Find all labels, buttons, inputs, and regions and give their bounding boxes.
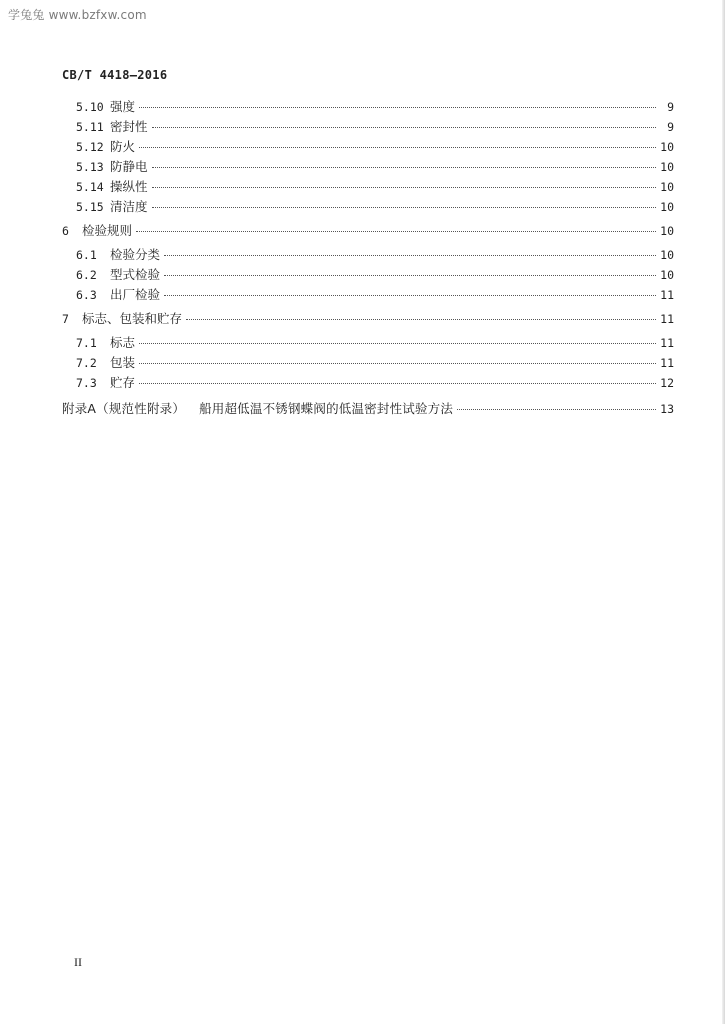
toc-entry-chapter[interactable]	[62, 310, 674, 328]
toc-entry-number: 7.2	[76, 356, 97, 370]
toc-entry-page: 10	[660, 180, 674, 194]
toc-entry-title: 标志	[110, 335, 136, 350]
dot-leader	[139, 147, 656, 148]
dot-leader	[139, 343, 656, 344]
dot-leader	[139, 363, 656, 364]
toc-entry[interactable]	[62, 374, 674, 392]
toc-entry-number: 6.1	[76, 248, 97, 262]
toc-entry-title: 出厂检验	[110, 287, 161, 302]
appendix-title: 船用超低温不锈钢蝶阀的低温密封性试验方法	[199, 401, 454, 416]
toc-entry[interactable]	[62, 246, 674, 264]
toc-entry-number: 5.13	[76, 160, 104, 174]
toc-entry-page: 11	[660, 288, 674, 302]
toc-entry-page: 10	[660, 268, 674, 282]
watermark-text: 学兔兔 www.bzfxw.com	[8, 8, 147, 22]
toc-entry-number: 5.10	[76, 100, 104, 114]
dot-leader	[457, 409, 656, 410]
toc-entry[interactable]	[62, 354, 674, 372]
toc-entry-page: 10	[660, 160, 674, 174]
toc-entry[interactable]	[62, 158, 674, 176]
dot-leader	[139, 383, 656, 384]
toc-entry-number: 7.1	[76, 336, 97, 350]
dot-leader	[152, 187, 656, 188]
toc-entry-page: 10	[660, 224, 674, 238]
toc-entry[interactable]	[62, 138, 674, 156]
dot-leader	[152, 207, 656, 208]
toc-entry-number: 5.12	[76, 140, 104, 154]
toc-entry-title: 贮存	[110, 375, 136, 390]
toc-entry-number: 7.3	[76, 376, 97, 390]
toc-entry-number: 5.14	[76, 180, 104, 194]
toc-entry-title: 操纵性	[110, 179, 148, 194]
toc-entry-number: 5.11	[76, 120, 104, 134]
toc-entry-title: 包装	[110, 355, 136, 370]
toc-entry-page: 10	[660, 248, 674, 262]
page-number: II	[74, 955, 82, 969]
dot-leader	[186, 319, 656, 320]
standard-identifier: CB/T 4418—2016	[62, 68, 168, 82]
toc-entry-title: 密封性	[110, 119, 148, 134]
toc-entry-title	[62, 400, 453, 418]
toc-entry[interactable]	[62, 266, 674, 284]
toc-entry-title: 检验规则	[82, 223, 133, 238]
toc-entry-number: 5.15	[76, 200, 104, 214]
toc-entry-page: 11	[660, 356, 674, 370]
toc-entry-page: 13	[660, 402, 674, 416]
dot-leader	[152, 127, 656, 128]
toc-entry-title: 标志、包装和贮存	[82, 311, 183, 326]
toc-entry-title: 清洁度	[110, 199, 148, 214]
dot-leader	[139, 107, 656, 108]
toc-entry[interactable]	[62, 118, 674, 136]
dot-leader	[164, 275, 656, 276]
toc-entry-number: 6.3	[76, 288, 97, 302]
toc-entry-number: 6.2	[76, 268, 97, 282]
toc-entry-title: 检验分类	[110, 247, 161, 262]
toc-entry-page: 9	[667, 120, 674, 134]
toc-entry-title: 强度	[110, 99, 136, 114]
toc-entry-appendix[interactable]	[62, 400, 674, 418]
dot-leader	[136, 231, 656, 232]
toc-entry[interactable]	[62, 98, 674, 116]
toc-entry[interactable]	[62, 198, 674, 216]
toc-entry-page: 12	[660, 376, 674, 390]
toc-entry-page: 9	[667, 100, 674, 114]
dot-leader	[152, 167, 656, 168]
appendix-label: 附录A（规范性附录）	[62, 401, 186, 416]
toc-entry-title: 型式检验	[110, 267, 161, 282]
toc-entry-number: 7	[62, 312, 69, 326]
toc-entry-page: 11	[660, 312, 674, 326]
toc-entry-title: 防火	[110, 139, 136, 154]
toc-entry-number: 6	[62, 224, 69, 238]
dot-leader	[164, 255, 656, 256]
dot-leader	[164, 295, 656, 296]
toc-entry[interactable]	[62, 178, 674, 196]
toc-entry-page: 10	[660, 200, 674, 214]
toc-entry-chapter[interactable]	[62, 222, 674, 240]
toc-entry[interactable]	[62, 286, 674, 304]
toc-entry-title: 防静电	[110, 159, 148, 174]
toc-entry-page: 10	[660, 140, 674, 154]
toc-entry[interactable]	[62, 334, 674, 352]
toc-entry-page: 11	[660, 336, 674, 350]
